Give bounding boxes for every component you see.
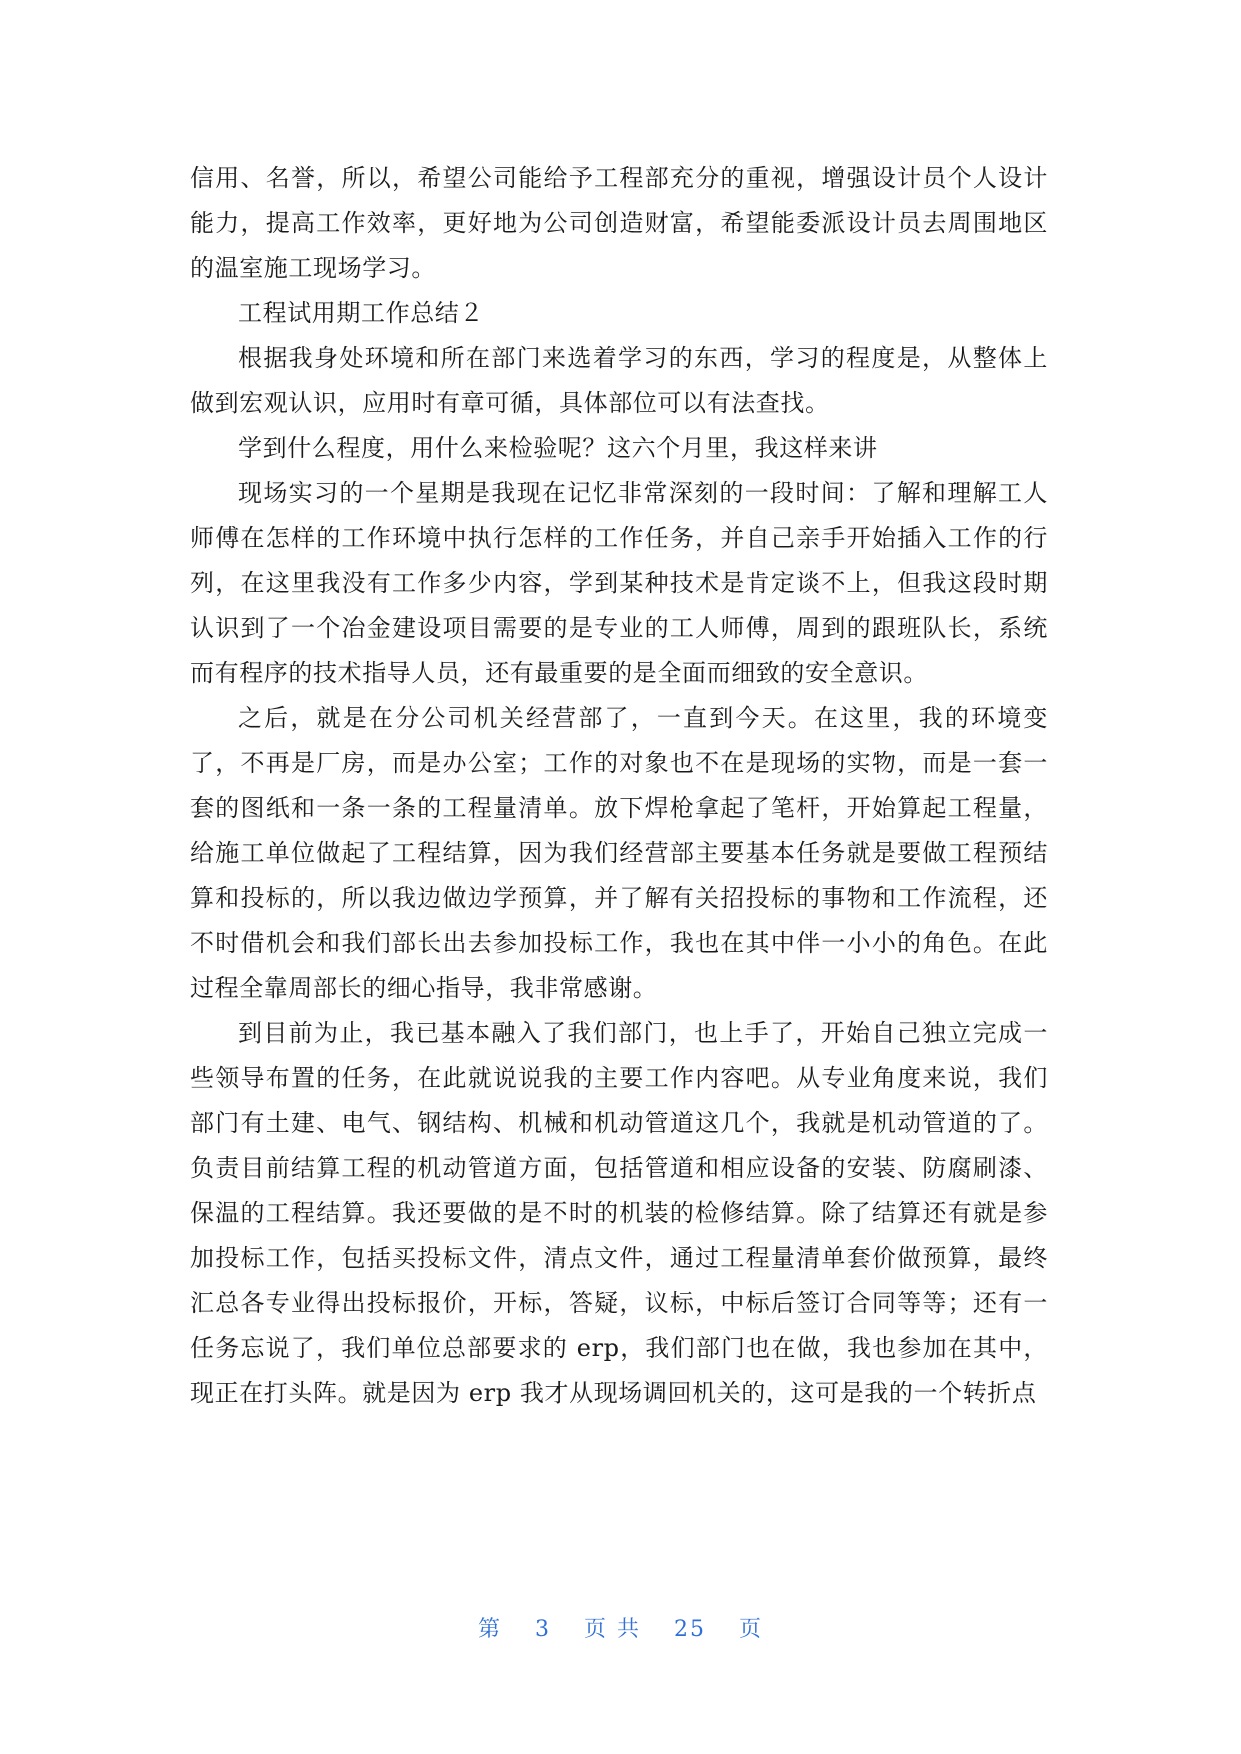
paragraph-7: 到目前为止，我已基本融入了我们部门，也上手了，开始自己独立完成一些领导布置的任务，在此就说说我的主要工作内容吧。从专业角度来说，我们部门有土建、电气、钢结构、机械和机动管道这几个，我就是机动管道的了。负责目前结算工程的机动管道方面，包括管道和相应设备的安装、防腐刷漆、保温的工程结算。我还要做的是不时的机装的检修结算。除了结算还有就是参加投标工作，包括买投标文件，清点文件，通过工程量清单套价做预算，最终汇总各专业得出投标报价，开标，答疑，议标，中标后签订合同等等；还有一任务忘说了，我们单位总部要求的 erp，我们部门也在做，我也参加在其中，现正在打头阵。就是因为 erp 我才从现场调回机关的，这可是我的一个转折点 — [190, 1019, 1048, 1407]
paragraph-5: 现场实习的一个星期是我现在记忆非常深刻的一段时间：了解和理解工人师傅在怎样的工作环境中执行怎样的工作任务，并自己亲手开始插入工作的行列，在这里我没有工作多少内容，学到某种技术是肯定谈不上，但我这段时期认识到了一个冶金建设项目需要的是专业的工人师傅，周到的跟班队长，系统而有程序的技术指导人员，还有最重要的是全面而细致的安全意识。 — [190, 479, 1048, 687]
footer-suffix: 页 — [739, 1617, 764, 1642]
page-footer — [0, 1612, 1241, 1643]
document-body — [190, 156, 1048, 1416]
paragraph-3: 根据我身处环境和所在部门来选着学习的东西，学习的程度是，从整体上做到宏观认识，应用时有章可循，具体部位可以有法查找。 — [190, 344, 1048, 417]
footer-current-page: 3 — [535, 1617, 551, 1642]
footer-prefix: 第 — [477, 1617, 502, 1642]
section-heading: 工程试用期工作总结２ — [238, 299, 484, 327]
footer-middle: 页 共 — [584, 1617, 641, 1642]
paragraph-4: 学到什么程度，用什么来检验呢？这六个月里，我这样来讲 — [238, 434, 878, 462]
footer-total-pages: 25 — [674, 1617, 706, 1642]
paragraph-1: 信用、名誉，所以，希望公司能给予工程部充分的重视，增强设计员个人设计能力，提高工作效率，更好地为公司创造财富，希望能委派设计员去周围地区的温室施工现场学习。 — [190, 164, 1048, 282]
paragraph-6: 之后，就是在分公司机关经营部了，一直到今天。在这里，我的环境变了，不再是厂房，而是办公室；工作的对象也不在是现场的实物，而是一套一套的图纸和一条一条的工程量清单。放下焊枪拿起了笔杆，开始算起工程量，给施工单位做起了工程结算，因为我们经营部主要基本任务就是要做工程预结算和投标的，所以我边做边学预算，并了解有关招投标的事物和工作流程，还不时借机会和我们部长出去参加投标工作，我也在其中伴一小小的角色。在此过程全靠周部长的细心指导，我非常感谢。 — [190, 704, 1048, 1002]
